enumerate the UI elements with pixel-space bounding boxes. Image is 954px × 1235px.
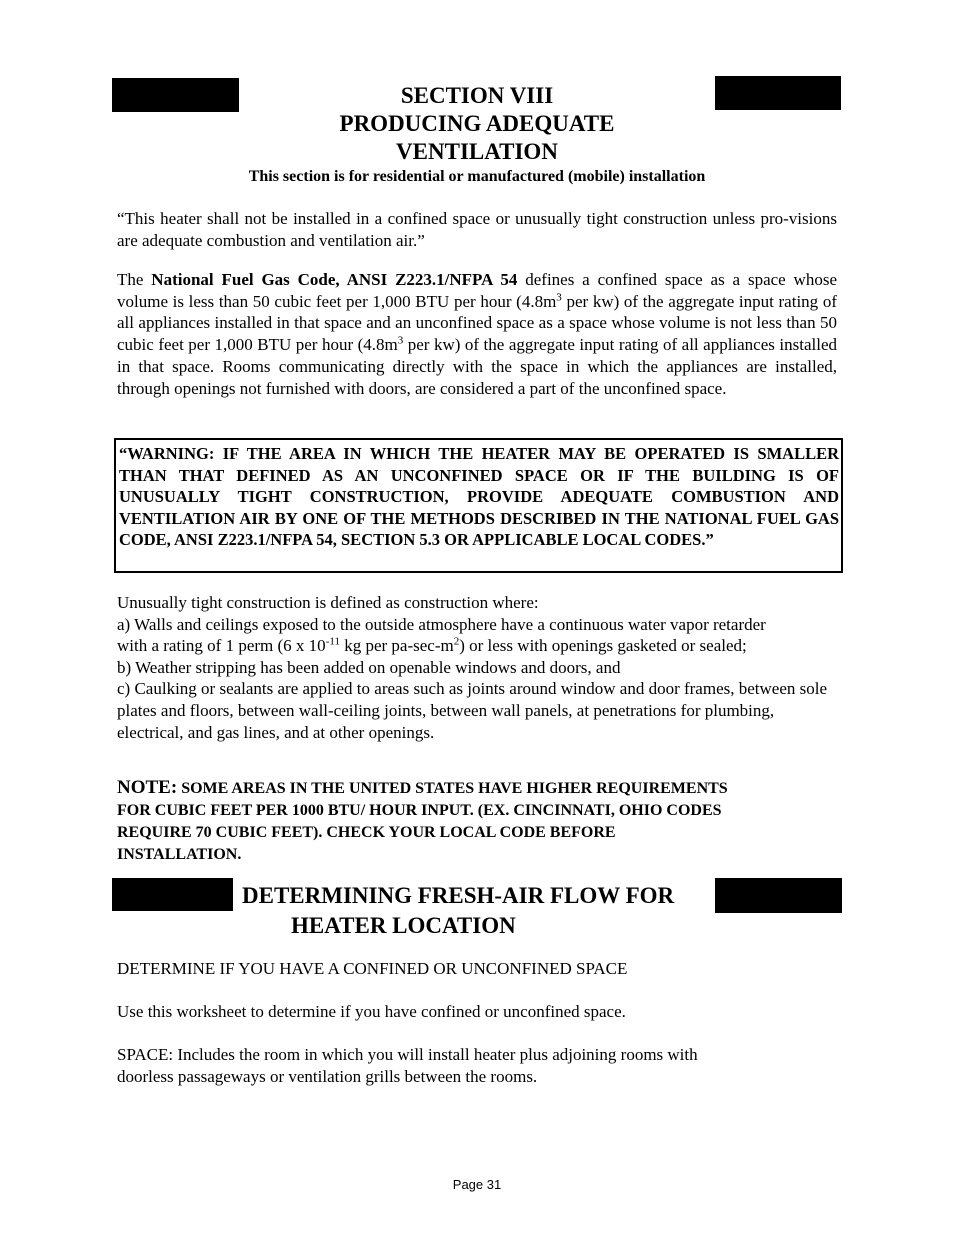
- note-block: [117, 777, 842, 866]
- note-line1: [117, 777, 842, 800]
- warning-box: [114, 438, 843, 573]
- note-lead: NOTE:: [117, 777, 178, 798]
- tight-item-a-line2: [117, 635, 837, 657]
- worksheet-instruction: Use this worksheet to determine if you have confined or unconfined space.: [117, 1002, 626, 1021]
- section-subtitle: This section is for residential or manufactured (mobile) installation: [248, 168, 706, 185]
- header-bar-left: [112, 78, 239, 112]
- subheader-bar-right: [715, 878, 842, 913]
- definition-part3: per kw) of the aggregate input rating of all appliances installed in that space. Rooms communicating directly with the space in which the appliances are installed, through openings not furnished with doors, are considered a part of the unconfined space.: [117, 335, 837, 398]
- fresh-air-title-line2: HEATER LOCATION: [291, 913, 516, 938]
- space-line1: SPACE: Includes the room in which you will install heater plus adjoining rooms with: [117, 1045, 698, 1064]
- definition-the: The: [117, 270, 144, 289]
- note-text-line1: SOME AREAS IN THE UNITED STATES HAVE HIGHER REQUIREMENTS: [181, 780, 728, 797]
- definition-part1: defines a confined space as a space whose volume is less than 50 cubic feet per 1,000 BTU per hour (4.8m: [117, 270, 837, 311]
- confined-space-definition: [117, 269, 837, 399]
- section-title-line3: VENTILATION: [396, 139, 558, 164]
- section-title-line1: SECTION VIII: [400, 83, 554, 108]
- a-line2-mid: kg per pa-sec-m: [339, 636, 454, 656]
- a-line2-post: ) or less with openings gasketed or sealed;: [459, 636, 747, 656]
- fresh-air-title-line1: DETERMINING FRESH-AIR FLOW FOR: [242, 883, 675, 908]
- tight-item-b: b) Weather stripping has been added on openable windows and doors, and: [117, 657, 621, 677]
- superscript-3: 3: [556, 291, 562, 304]
- tight-intro: Unusually tight construction is defined as construction where:: [117, 593, 539, 612]
- installation-quote: “This heater shall not be installed in a confined space or unusually tight construction unless pro-visions are adequate combustion and ventilation air.”: [117, 209, 837, 250]
- determine-heading: DETERMINE IF YOU HAVE A CONFINED OR UNCONFINED SPACE: [117, 959, 628, 978]
- space-definition: [117, 1044, 837, 1087]
- note-line4: INSTALLATION.: [117, 846, 242, 863]
- tight-item-a-line1: a) Walls and ceilings exposed to the outside atmosphere have a continuous water vapor retarder: [117, 614, 766, 634]
- note-line2: FOR CUBIC FEET PER 1000 BTU/ HOUR INPUT. (EX. CINCINNATI, OHIO CODES: [117, 802, 722, 819]
- tight-item-c: c) Caulking or sealants are applied to areas such as joints around window and door frames, between sole plates and floors, between wall-ceiling joints, between wall panels, at penetrations for plumbing, electrical, and gas lines, and at other openings.: [117, 679, 828, 742]
- code-name: National Fuel Gas Code, ANSI Z223.1/NFPA 54: [151, 270, 518, 289]
- superscript-3: 3: [397, 334, 404, 347]
- header-bar-right: [715, 76, 841, 110]
- superscript-2: 2: [453, 635, 460, 648]
- a-line2-pre: with a rating of 1 perm (6 x 10: [117, 636, 326, 656]
- page-number: Page 31: [452, 1177, 502, 1192]
- note-line3: REQUIRE 70 CUBIC FEET). CHECK YOUR LOCAL CODE BEFORE: [117, 824, 616, 841]
- superscript-neg11: -11: [325, 635, 340, 648]
- definition-part2: per kw) of the aggregate input rating of all appliances installed in that space and an unconfined space as a space whose volume is not less than 50 cubic feet per 1,000 BTU per hour (4.8m: [117, 291, 838, 355]
- tight-construction: [117, 592, 837, 743]
- section-title-line2: PRODUCING ADEQUATE: [339, 111, 615, 136]
- space-line2: doorless passageways or ventilation grills between the rooms.: [117, 1066, 538, 1086]
- subheader-bar-left: [112, 878, 233, 911]
- warning-text: “WARNING: IF THE AREA IN WHICH THE HEATER MAY BE OPERATED IS SMALLER THAN THAT DEFINED AS AN UNCONFINED SPACE OR IF THE BUILDING IS OF UNUSUALLY TIGHT CONSTRUCTION, PROVIDE ADEQUATE COMBUSTION AND VENTILATION AIR BY ONE OF THE METHODS DESCRIBED IN THE NATIONAL FUEL GAS CODE, ANSI Z223.1/NFPA 54, SECTION 5.3 OR APPLICABLE LOCAL CODES.”: [119, 444, 839, 549]
